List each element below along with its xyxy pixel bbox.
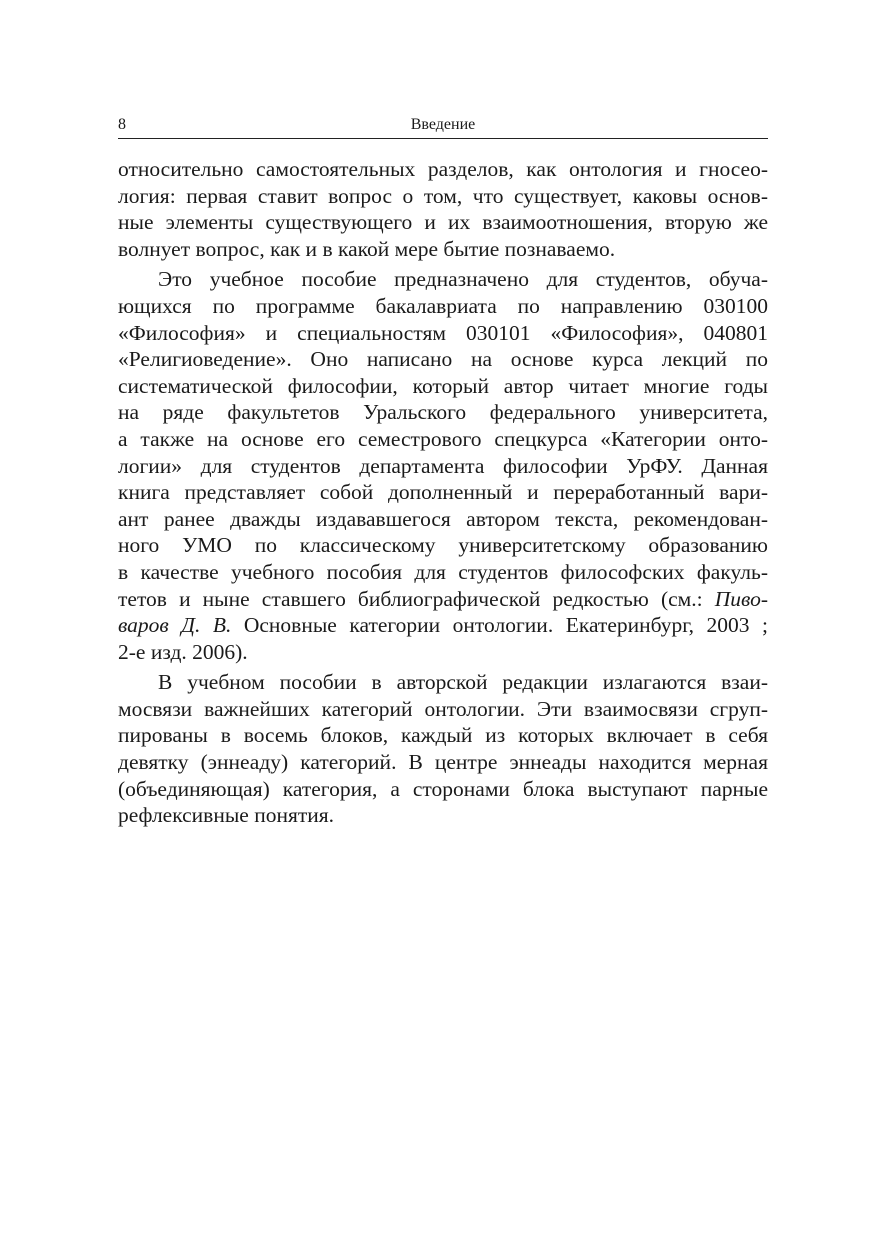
body-text <box>118 156 768 829</box>
citation-author-italic: варов Д. В. <box>118 613 232 638</box>
text-line: ные элементы существующего и их взаимоотношения, вторую же <box>118 210 768 235</box>
text-line: пированы в восемь блоков, каждый из которых включает в себя <box>118 723 768 748</box>
text-line: (объединяющая) категория, а сторонами блока выступают парные <box>118 776 768 801</box>
text-line: Это учебное пособие предназначено для студентов, обуча- <box>158 267 768 292</box>
paragraph-1 <box>118 156 768 262</box>
text-line: а также на основе его семестрового спецкурса «Категории онто- <box>118 426 768 451</box>
citation-author-italic: Пиво- <box>714 586 769 611</box>
running-title: Введение <box>410 116 476 133</box>
text-line: логия: первая ставит вопрос о том, что существует, каковы основ- <box>118 183 768 208</box>
book-page <box>118 112 768 829</box>
text-line: В учебном пособии в авторской редакции излагаются взаи- <box>158 670 768 695</box>
text-line: девятку (эннеаду) категорий. В центре эннеады находится мерная <box>118 750 768 775</box>
paragraph-2 <box>118 266 768 665</box>
text-line: «Религиоведение». Оно написано на основе курса лекций по <box>118 347 768 372</box>
text-line: систематической философии, который автор читает многие годы <box>118 373 768 398</box>
page-number: 8 <box>118 116 126 133</box>
text-line: ант ранее дважды издававшегося автором текста, рекомендован- <box>118 506 768 531</box>
paragraph-3 <box>118 669 768 829</box>
text-line: мосвязи важнейших категорий онтологии. Эти взаимосвязи сгруп- <box>118 696 768 721</box>
text-segment: Основные категории онтологии. Екатеринбург, 2003 ; <box>243 613 768 638</box>
text-line: логии» для студентов департамента философии УрФУ. Данная <box>118 453 768 478</box>
text-line: 2-е изд. 2006). <box>118 639 248 664</box>
text-line: относительно самостоятельных разделов, как онтология и гносео- <box>118 157 768 181</box>
text-line-with-citation <box>118 612 768 639</box>
text-line-with-citation <box>118 586 768 613</box>
text-line: в качестве учебного пособия для студентов философских факуль- <box>118 559 768 584</box>
text-line: книга представляет собой дополненный и переработанный вари- <box>118 480 768 505</box>
running-header <box>118 112 768 139</box>
text-line: на ряде факультетов Уральского федерального университета, <box>118 400 768 425</box>
text-line: рефлексивные понятия. <box>118 803 335 828</box>
text-segment: тетов и ныне ставшего библиографической редкостью (см.: <box>118 586 703 611</box>
text-line: волнует вопрос, как и в какой мере бытие познаваемо. <box>118 236 616 261</box>
text-line: «Философия» и специальностям 030101 «Философия», 040801 <box>118 320 768 345</box>
text-line: ющихся по программе бакалавриата по направлению 030100 <box>118 293 768 318</box>
text-line: ного УМО по классическому университетскому образованию <box>118 533 768 558</box>
